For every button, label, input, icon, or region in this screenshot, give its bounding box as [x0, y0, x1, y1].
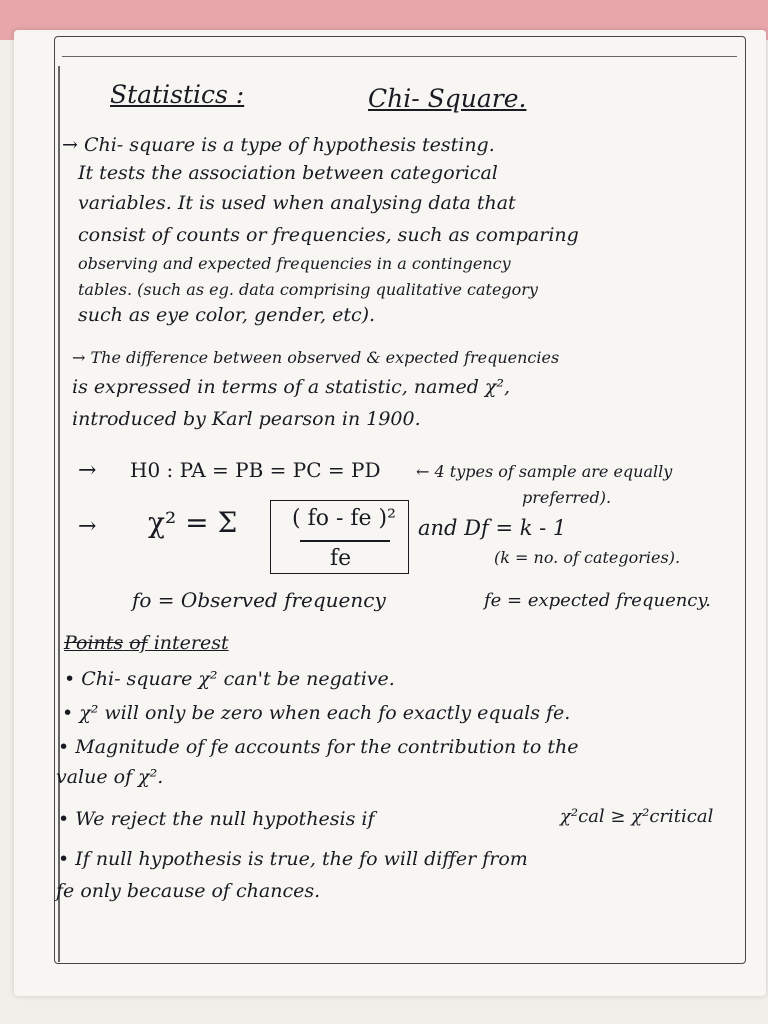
para1-line1: → Chi- square is a type of hypothesis testing. [62, 134, 495, 156]
definition-fo: fo = Observed frequency [132, 588, 386, 612]
formula-df-note: (k = no. of categories). [494, 548, 681, 567]
points-heading-text: interest [153, 632, 229, 654]
point-4: • We reject the null hypothesis if [58, 808, 375, 830]
formula-arrow: → [78, 514, 97, 539]
para1-line6: tables. (such as eg. data comprising qualitative category [78, 280, 538, 299]
para1-line3: variables. It is used when analysing data that [78, 192, 516, 214]
point-3: • Magnitude of fe accounts for the contribution to the [58, 736, 579, 758]
para1-line5: observing and expected frequencies in a contingency [78, 254, 511, 273]
point-3-cont: value of χ². [56, 766, 164, 788]
hypothesis-arrow: → [78, 458, 97, 483]
formula-df: and Df = k - 1 [418, 516, 567, 540]
points-heading-struck: Points [64, 632, 124, 654]
formula-bracket-right [398, 500, 409, 574]
point-5-cont: fe only because of chances. [56, 880, 321, 902]
points-heading-struck2: of [129, 632, 148, 654]
para2-line2: is expressed in terms of a statistic, named χ², [72, 376, 511, 398]
para1-line7: such as eye color, gender, etc). [78, 304, 376, 326]
hypothesis-note: ← 4 types of sample are equally [416, 462, 673, 481]
point-1: • Chi- square χ² can't be negative. [64, 668, 395, 690]
para1-line4: consist of counts or frequencies, such as comparing [78, 224, 579, 246]
hypothesis-equation: H0 : PA = PB = PC = PD [130, 458, 381, 482]
formula-fraction-bar [300, 540, 390, 542]
para1-line2: It tests the association between categorical [78, 162, 498, 184]
formula-lhs: χ² = Σ [148, 506, 238, 539]
definition-fe: fe = expected frequency. [484, 590, 711, 611]
points-heading [64, 632, 229, 654]
hypothesis-note2: preferred). [522, 488, 612, 507]
para2-line3: introduced by Karl pearson in 1900. [72, 408, 421, 430]
page-border-inner-top [62, 56, 737, 57]
para2-line1: → The difference between observed & expected frequencies [72, 348, 560, 367]
reject-formula: χ²cal ≥ χ²critical [560, 806, 714, 827]
title-left: Statistics : [110, 80, 245, 109]
point-5: • If null hypothesis is true, the fo will differ from [58, 848, 528, 870]
formula-numerator: ( fo - fe )² [292, 506, 396, 531]
point-2: • χ² will only be zero when each fo exactly equals fe. [62, 702, 571, 724]
title-right: Chi- Square. [368, 84, 527, 113]
formula-denominator: fe [330, 546, 352, 571]
